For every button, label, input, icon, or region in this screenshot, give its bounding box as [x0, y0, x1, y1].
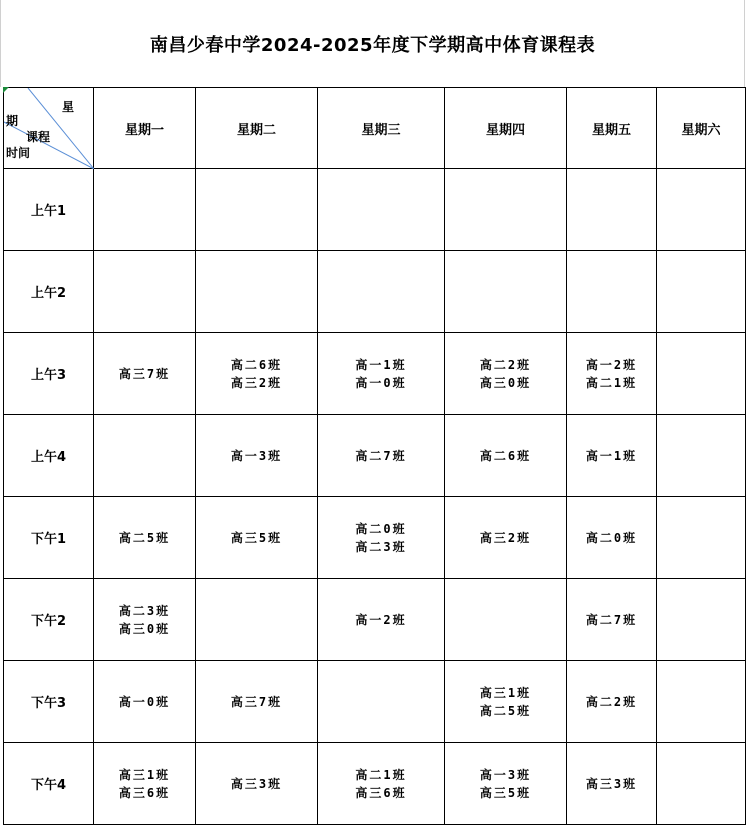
class-entry: 高一3班: [479, 767, 532, 782]
class-list: [445, 529, 566, 547]
class-cell: [94, 743, 196, 825]
class-cell: [94, 333, 196, 415]
class-cell: [445, 743, 567, 825]
class-cell: [318, 251, 445, 333]
class-cell: [657, 661, 746, 743]
class-cell: [567, 579, 657, 661]
day-header-mon: 星期一: [94, 88, 196, 169]
class-cell: [567, 497, 657, 579]
table-row: [4, 169, 746, 251]
class-entry: 高二3班: [355, 539, 407, 554]
class-entry: 高二1班: [585, 375, 638, 390]
class-list: [94, 602, 195, 638]
class-entry: 高二5班: [479, 703, 532, 718]
class-cell: [196, 251, 318, 333]
time-cell: 上午2: [4, 251, 94, 333]
class-entry: 高二5班: [118, 530, 171, 545]
class-cell: [318, 743, 445, 825]
class-entry: 高三0班: [118, 621, 171, 636]
class-entry: 高二6班: [479, 448, 532, 463]
class-entry: 高三3班: [230, 776, 283, 791]
class-list: [318, 520, 444, 556]
class-cell: [196, 333, 318, 415]
class-entry: 高三5班: [230, 530, 283, 545]
class-entry: 高三1班: [479, 685, 532, 700]
class-cell: [657, 251, 746, 333]
day-header-tue: 星期二: [196, 88, 318, 169]
class-cell: [657, 169, 746, 251]
class-entry: 高三7班: [118, 366, 171, 381]
class-cell: [657, 497, 746, 579]
class-cell: [196, 661, 318, 743]
class-list: [196, 356, 317, 392]
class-entry: 高三3班: [585, 776, 638, 791]
class-entry: 高二1班: [355, 767, 407, 782]
class-cell: [318, 333, 445, 415]
class-cell: [567, 743, 657, 825]
class-entry: 高三1班: [118, 767, 171, 782]
class-entry: 高三5班: [479, 785, 532, 800]
class-entry: 高一1班: [355, 357, 407, 372]
class-cell: [318, 497, 445, 579]
table-row: [4, 251, 746, 333]
page-title: 南昌少春中学2024-2025年度下学期高中体育课程表: [149, 34, 596, 56]
class-entry: 高二7班: [355, 448, 407, 463]
table-row: [4, 415, 746, 497]
time-cell: 下午3: [4, 661, 94, 743]
class-cell: [567, 333, 657, 415]
header-row: [4, 88, 746, 169]
class-cell: [567, 251, 657, 333]
day-header-sat: 星期六: [657, 88, 746, 169]
class-entry: 高二6班: [230, 357, 283, 372]
class-cell: [94, 661, 196, 743]
class-entry: 高二0班: [585, 530, 638, 545]
class-cell: [657, 333, 746, 415]
class-list: [94, 693, 195, 711]
table-row: [4, 661, 746, 743]
class-cell: [657, 579, 746, 661]
class-entry: 高一2班: [585, 357, 638, 372]
class-list: [196, 775, 317, 793]
time-cell: 下午4: [4, 743, 94, 825]
class-cell: [445, 251, 567, 333]
time-cell: 下午2: [4, 579, 94, 661]
class-entry: 高二2班: [585, 694, 638, 709]
class-cell: [94, 169, 196, 251]
class-list: [445, 356, 566, 392]
time-cell: 上午3: [4, 333, 94, 415]
class-entry: 高一2班: [355, 612, 407, 627]
title-row: [0, 0, 745, 87]
class-entry: 高三7班: [230, 694, 283, 709]
class-cell: [94, 251, 196, 333]
time-cell: 上午4: [4, 415, 94, 497]
class-entry: 高二2班: [479, 357, 532, 372]
class-cell: [318, 579, 445, 661]
class-list: [196, 529, 317, 547]
class-cell: [196, 415, 318, 497]
table-row: [4, 743, 746, 825]
corner-label-top: 星: [62, 100, 75, 114]
schedule-table: [3, 87, 746, 825]
class-cell: [196, 169, 318, 251]
time-cell: 下午1: [4, 497, 94, 579]
class-list: [567, 611, 656, 629]
class-entry: 高一3班: [230, 448, 283, 463]
class-list: [196, 693, 317, 711]
class-cell: [94, 415, 196, 497]
day-header-wed: 星期三: [318, 88, 445, 169]
class-cell: [445, 415, 567, 497]
class-list: [94, 365, 195, 383]
class-list: [318, 356, 444, 392]
class-entry: 高二7班: [585, 612, 638, 627]
class-cell: [567, 415, 657, 497]
class-cell: [567, 169, 657, 251]
class-list: [94, 766, 195, 802]
class-cell: [445, 333, 567, 415]
class-cell: [94, 579, 196, 661]
class-cell: [318, 169, 445, 251]
table-row: [4, 333, 746, 415]
class-cell: [445, 497, 567, 579]
class-cell: [445, 169, 567, 251]
class-entry: 高三2班: [479, 530, 532, 545]
class-list: [567, 447, 656, 465]
corner-label-middle: 课程: [26, 130, 51, 144]
class-cell: [657, 415, 746, 497]
time-cell: 上午1: [4, 169, 94, 251]
class-cell: [196, 743, 318, 825]
class-cell: [196, 497, 318, 579]
class-cell: [445, 661, 567, 743]
class-entry: 高一0班: [355, 375, 407, 390]
class-entry: 高三0班: [479, 375, 532, 390]
class-list: [445, 766, 566, 802]
class-cell: [657, 743, 746, 825]
class-list: [196, 447, 317, 465]
class-entry: 高三6班: [355, 785, 407, 800]
class-list: [318, 611, 444, 629]
table-row: [4, 497, 746, 579]
class-cell: [318, 661, 445, 743]
class-cell: [445, 579, 567, 661]
class-list: [567, 775, 656, 793]
class-list: [94, 529, 195, 547]
cell-corner-marker: [3, 87, 9, 93]
corner-label-bottom: 时间: [6, 146, 31, 160]
class-entry: 高三6班: [118, 785, 171, 800]
class-list: [318, 447, 444, 465]
class-list: [567, 693, 656, 711]
day-header-fri: 星期五: [567, 88, 657, 169]
class-list: [318, 766, 444, 802]
class-cell: [567, 661, 657, 743]
class-list: [445, 447, 566, 465]
corner-header-cell: [4, 88, 94, 169]
class-entry: 高一0班: [118, 694, 171, 709]
class-cell: [318, 415, 445, 497]
class-entry: 高三2班: [230, 375, 283, 390]
class-entry: 高一1班: [585, 448, 638, 463]
class-cell: [196, 579, 318, 661]
corner-label-left: 期: [6, 114, 19, 128]
class-entry: 高二0班: [355, 521, 407, 536]
class-cell: [94, 497, 196, 579]
class-list: [445, 684, 566, 720]
schedule-body: [4, 169, 746, 825]
class-list: [567, 529, 656, 547]
class-entry: 高二3班: [118, 603, 171, 618]
day-header-thu: 星期四: [445, 88, 567, 169]
class-list: [567, 356, 656, 392]
table-row: [4, 579, 746, 661]
